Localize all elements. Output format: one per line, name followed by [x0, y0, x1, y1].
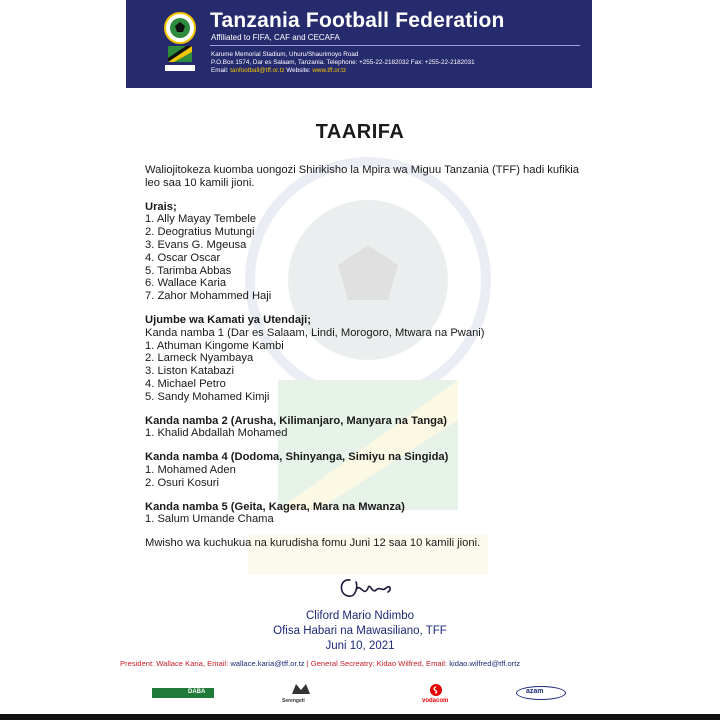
letterhead-divider [210, 45, 580, 46]
list-item: 1. Ally Mayay Tembele [145, 213, 257, 226]
federation-name: Tanzania Football Federation [210, 9, 505, 32]
section-heading: Kanda namba 2 (Arusha, Kilimanjaro, Manyara na Tanga) [145, 414, 447, 427]
website-label: Website: [286, 67, 311, 74]
beer-sponsor-label: Serengeti [282, 698, 305, 704]
bank-sponsor-logo [152, 688, 214, 698]
list-item: 1. Salum Umande Chama [145, 513, 274, 526]
list-item: 3. Liston Katabazi [145, 365, 234, 378]
beer-sponsor-logo-icon [290, 682, 312, 696]
candidate-list [145, 464, 585, 490]
footer-separator: | [304, 659, 311, 668]
bottom-border [0, 714, 720, 720]
signature-icon [336, 572, 396, 602]
contact-line [211, 67, 346, 74]
website-link[interactable]: www.tff.or.tz [312, 67, 347, 74]
bank-sponsor-label: DABA [188, 689, 206, 695]
document-body [145, 164, 585, 550]
president-label: President: Wallace Karia, Email: [120, 659, 229, 668]
section-heading: Kanda namba 4 (Dodoma, Shinyanga, Simiyu na Singida) [145, 451, 449, 464]
list-item: 5. Sandy Mohamed Kimji [145, 390, 270, 403]
address-line-1: Karume Memorial Stadium, Uhuru/Shaurimoyo Road [211, 51, 359, 58]
affiliation-line: Affiliated to FIFA, CAF and CECAFA [211, 33, 340, 42]
address-line-2: P.O.Box 1574, Dar es Salaam, Tanzania. Telephone: +255-22-2182032 Fax: +255-22-2182031 [211, 59, 475, 66]
list-item: 2. Lameck Nyambaya [145, 352, 254, 365]
sponsor-strip [0, 680, 720, 714]
vodacom-logo-icon [430, 684, 442, 696]
list-item: 4. Michael Petro [145, 377, 226, 390]
list-item: 2. Deogratius Mutungi [145, 226, 255, 239]
closing-paragraph: Mwisho wa kuchukua na kurudisha fomu Juni 12 saa 10 kamili jioni. [145, 537, 481, 550]
signatory-position: Ofisa Habari na Mawasiliano, TFF [273, 625, 447, 637]
signature-block [0, 609, 720, 654]
list-item: 1. Mohamed Aden [145, 463, 236, 476]
document-title: TAARIFA [315, 121, 405, 143]
email-link[interactable]: tanfootball@tff.or.tz [230, 67, 285, 74]
list-item: 4. Oscar Oscar [145, 251, 221, 264]
candidate-list [145, 213, 585, 303]
secretary-label: General Secreatry: Kidao Wilfred, Email: [310, 659, 448, 668]
section-heading: Kanda namba 5 (Geita, Kagera, Mara na Mwanza) [145, 500, 405, 513]
secretary-email-link[interactable]: kidao.wilfred@tff.ortz [449, 659, 521, 668]
footer-contacts [120, 659, 590, 668]
candidate-list [145, 513, 585, 526]
azam-logo [516, 686, 566, 700]
signatory-name: Cliford Mario Ndimbo [305, 610, 414, 622]
section-subheading: Kanda namba 1 (Dar es Salaam, Lindi, Morogoro, Mtwara na Pwani) [145, 326, 485, 339]
list-item: 5. Tarimba Abbas [145, 264, 232, 277]
list-item: 2. Osuri Kosuri [145, 476, 219, 489]
intro-paragraph: Waliojitokeza kuomba uongozi Shirikisho la Mpira wa Miguu Tanzania (TFF) hadi kufikia leo saa 10 kamili jioni. [145, 164, 580, 189]
list-item: 3. Evans G. Mgeusa [145, 238, 247, 251]
email-label: Email: [211, 67, 229, 74]
candidate-list [145, 427, 585, 440]
list-item: 7. Zahor Mohammed Haji [145, 290, 272, 303]
vodacom-label: vodacom [422, 698, 449, 704]
candidate-list [145, 340, 585, 404]
section-heading: Ujumbe wa Kamati ya Utendaji; [145, 313, 311, 326]
letterhead [126, 0, 592, 88]
tff-logo-icon [162, 10, 198, 74]
list-item: 1. Athuman Kingome Kambi [145, 339, 284, 352]
list-item: 6. Wallace Karia [145, 277, 227, 290]
azam-label: azam [526, 688, 544, 695]
document-date: Juni 10, 2021 [325, 640, 395, 652]
president-email-link[interactable]: wallace.karia@tff.or.tz [230, 659, 305, 668]
section-heading: Urais; [145, 200, 177, 213]
list-item: 1. Khalid Abdallah Mohamed [145, 427, 288, 440]
